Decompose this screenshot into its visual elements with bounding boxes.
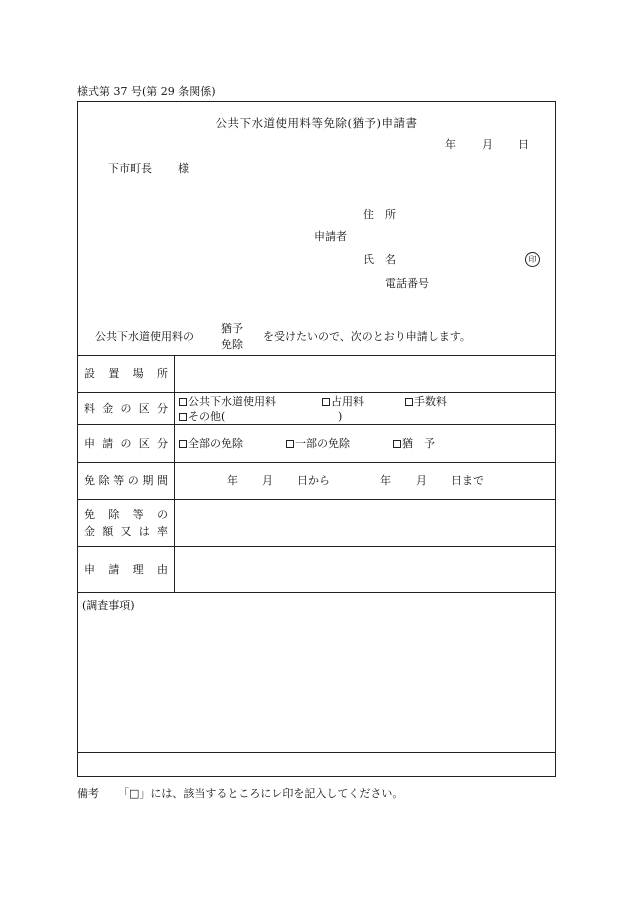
checkbox-other[interactable] xyxy=(179,411,225,422)
location-label-char: 設 xyxy=(84,367,95,380)
reason-value-field[interactable] xyxy=(175,547,555,591)
checkbox-other-label: その他( xyxy=(188,410,226,423)
amount-label-line1: 免除等の xyxy=(84,508,168,521)
application-type-label xyxy=(84,438,168,449)
form-title: 公共下水道使用料等免除(猶予)申請書 xyxy=(215,116,418,130)
location-label-char: 置 xyxy=(108,367,120,380)
period-to-day: 日まで xyxy=(451,474,484,487)
location-label xyxy=(84,368,168,379)
application-type-label-char: 請 xyxy=(102,437,114,450)
table-rule xyxy=(78,752,555,753)
checkbox-partial-exemption[interactable] xyxy=(286,438,350,449)
fee-category-label-char: 分 xyxy=(157,402,168,415)
checkbox-occupancy-fee[interactable] xyxy=(322,396,364,407)
form-number: 様式第 37 号(第 29 条関係) xyxy=(77,85,216,98)
statement-option-defer: 猶予 xyxy=(221,322,243,335)
fee-category-label xyxy=(84,403,168,414)
date-day: 日 xyxy=(518,138,529,151)
application-type-label-char: の xyxy=(120,437,132,450)
period-from-day: 日から xyxy=(297,474,330,487)
address-label: 住 所 xyxy=(363,208,396,221)
table-rule xyxy=(78,424,555,425)
application-type-label-char: 申 xyxy=(84,437,95,450)
addressee-honorific: 様 xyxy=(178,162,189,175)
period-from-month: 月 xyxy=(262,474,273,487)
date-year: 年 xyxy=(445,138,456,151)
checkbox-deferment[interactable] xyxy=(393,438,435,449)
period-label: 免除等の期間 xyxy=(84,474,168,487)
statement-suffix: を受けたいので、次のとおり申請します。 xyxy=(263,330,471,343)
fee-category-label-char: 料 xyxy=(84,402,95,415)
checkbox-icon[interactable] xyxy=(179,398,187,406)
checkbox-icon[interactable] xyxy=(286,440,294,448)
application-type-label-char: 分 xyxy=(157,437,168,450)
period-from-year: 年 xyxy=(227,474,238,487)
period-to-month: 月 xyxy=(416,474,427,487)
fee-category-label-char: の xyxy=(120,402,132,415)
phone-label: 電話番号 xyxy=(385,277,429,290)
remarks-label: 備考 xyxy=(77,787,99,800)
fee-category-label-char: 区 xyxy=(138,402,150,415)
location-label-char: 所 xyxy=(156,367,168,380)
investigation-area[interactable] xyxy=(79,614,555,750)
fee-category-label-char: 金 xyxy=(102,402,114,415)
applicant-label: 申請者 xyxy=(314,230,347,243)
checkbox-handling-fee[interactable] xyxy=(405,396,447,407)
date-month: 月 xyxy=(482,138,493,151)
reason-label: 申請理由 xyxy=(84,563,168,576)
checkbox-full-exemption[interactable] xyxy=(179,438,243,449)
checkbox-sewer-fee[interactable] xyxy=(179,396,276,407)
table-rule xyxy=(78,592,555,593)
checkbox-partial-exemption-label: 一部の免除 xyxy=(295,437,350,450)
checkbox-icon[interactable] xyxy=(322,398,330,406)
checkbox-icon[interactable] xyxy=(179,413,187,421)
amount-value-field[interactable] xyxy=(175,500,555,545)
amount-label-line2: 金額又は率 xyxy=(84,525,168,538)
remarks-text: 「□」には、該当するところにレ印を記入してください。 xyxy=(118,787,404,800)
application-form xyxy=(77,101,556,777)
statement-option-exempt: 免除 xyxy=(221,338,243,351)
checkbox-deferment-label: 猶 予 xyxy=(402,437,435,450)
location-value-field[interactable] xyxy=(175,356,555,391)
checkbox-icon[interactable] xyxy=(393,440,401,448)
other-close-paren: ) xyxy=(338,410,343,423)
investigation-label: (調査事項) xyxy=(82,599,135,612)
application-type-label-char: 区 xyxy=(138,437,150,450)
table-rule xyxy=(78,462,555,463)
addressee-name: 下市町長 xyxy=(108,162,152,175)
statement-prefix: 公共下水道使用料の xyxy=(95,330,194,343)
checkbox-icon[interactable] xyxy=(405,398,413,406)
checkbox-sewer-fee-label: 公共下水道使用料 xyxy=(188,395,276,408)
location-label-char: 場 xyxy=(132,367,144,380)
table-rule xyxy=(78,392,555,393)
period-to-year: 年 xyxy=(380,474,391,487)
checkbox-full-exemption-label: 全部の免除 xyxy=(188,437,243,450)
name-label: 氏 名 xyxy=(363,253,396,266)
checkbox-icon[interactable] xyxy=(179,440,187,448)
seal-mark-icon: 印 xyxy=(525,252,540,267)
checkbox-occupancy-fee-label: 占用料 xyxy=(331,395,364,408)
checkbox-handling-fee-label: 手数料 xyxy=(414,395,447,408)
